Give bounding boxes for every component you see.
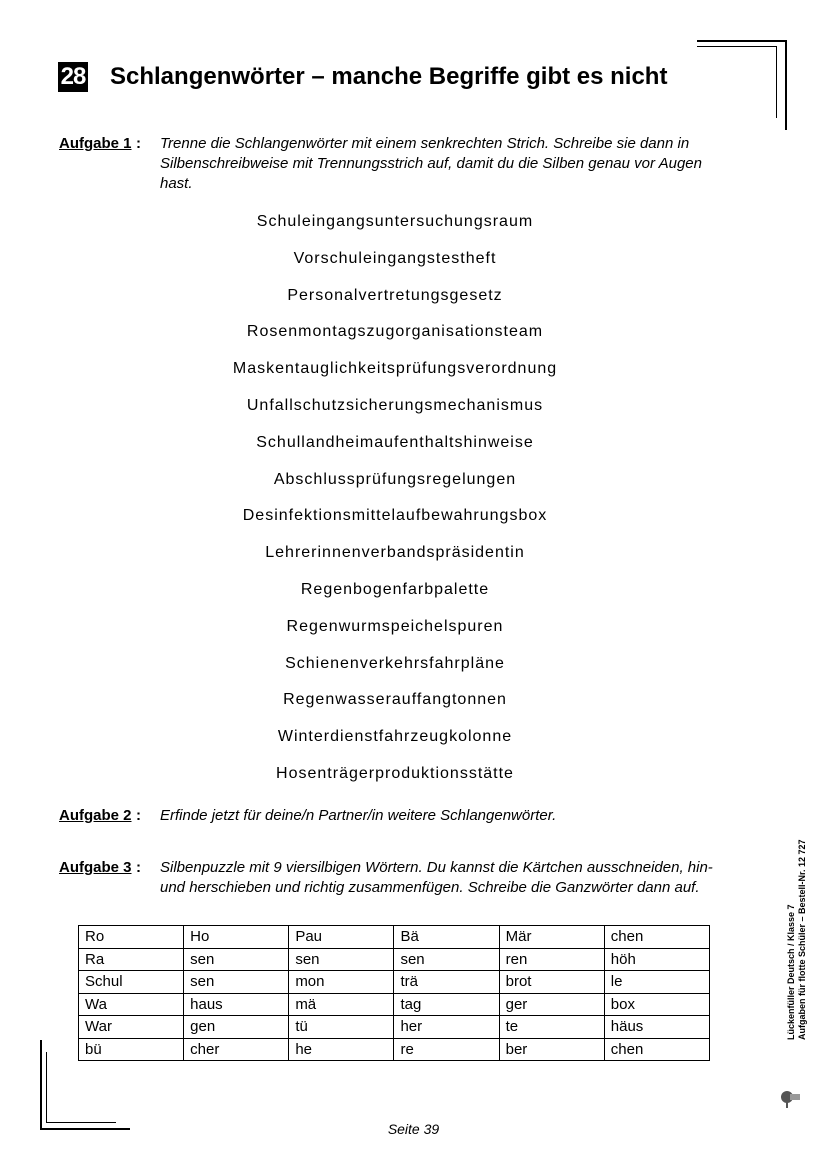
worksheet-number: 28 — [58, 62, 88, 92]
syllable-card: War — [79, 1016, 184, 1039]
syllable-card: sen — [184, 948, 289, 971]
table-row — [79, 1038, 710, 1061]
syllable-card: gen — [184, 1016, 289, 1039]
task-label: Aufgabe 3 — [59, 859, 132, 876]
snake-word: Hosenträgerproduktionsstätte — [276, 764, 514, 782]
snake-word: Personalvertretungsgesetz — [287, 286, 503, 304]
snake-word: Schullandheimaufenthaltshinweise — [256, 433, 534, 451]
snake-word: Abschlussprüfungsregelungen — [273, 470, 517, 488]
syllable-card: Pau — [289, 926, 394, 949]
task-text: Trenne die Schlangenwörter mit einem senkrechten Strich. Schreibe sie dann in Silbenschreibweise mit Trennungsstrich auf, damit du die Silben genau vor Augen hast. — [160, 135, 702, 192]
table-row — [79, 948, 710, 971]
table-row — [79, 993, 710, 1016]
syllable-card: te — [499, 1016, 604, 1039]
task-text: Silbenpuzzle mit 9 viersilbigen Wörtern. Du kannst die Kärtchen ausschneiden, hin- und herschieben und richtig zusammenfügen. Schreibe die Ganzwörter dann auf. — [160, 859, 713, 896]
syllable-card: Ra — [79, 948, 184, 971]
syllable-card: he — [289, 1038, 394, 1061]
table-row — [79, 971, 710, 994]
tree-logo-icon — [779, 1088, 801, 1110]
syllable-card: re — [394, 1038, 499, 1061]
snake-word: Vorschuleingangstestheft — [293, 249, 497, 267]
syllable-card: ber — [499, 1038, 604, 1061]
table-row — [79, 926, 710, 949]
task-colon: : — [136, 807, 141, 824]
syllable-card: Ho — [184, 926, 289, 949]
syllable-card: tü — [289, 1016, 394, 1039]
syllable-card: chen — [604, 926, 709, 949]
snake-word: Lehrerinnenverbandspräsidentin — [265, 544, 525, 562]
side-text-line: Lückenfüller Deutsch / Klasse 7 — [786, 904, 796, 1040]
snake-word: Maskentauglichkeitsprüfungsverordnung — [232, 360, 558, 378]
snake-word: Regenwurmspeichelspuren — [286, 617, 504, 635]
page-title: Schlangenwörter – manche Begriffe gibt es nicht — [110, 63, 668, 90]
syllable-puzzle-table — [78, 925, 710, 1061]
syllable-card: bü — [79, 1038, 184, 1061]
task-label: Aufgabe 2 — [59, 807, 132, 824]
task-text: Erfinde jetzt für deine/n Partner/in weitere Schlangenwörter. — [160, 807, 557, 824]
snake-word: Desinfektionsmittelaufbewahrungsbox — [242, 507, 548, 525]
page-number: Seite 39 — [387, 1121, 440, 1137]
publisher-side-text — [786, 839, 808, 1040]
snake-word: Schienenverkehrsfahrpläne — [285, 654, 505, 672]
task-colon: : — [136, 135, 141, 152]
syllable-card: Schul — [79, 971, 184, 994]
syllable-card: haus — [184, 993, 289, 1016]
task-colon: : — [136, 859, 141, 876]
side-text-line: Aufgaben für flotte Schüler – Bestell-Nr. 12 727 — [797, 839, 807, 1040]
table-row — [79, 1016, 710, 1039]
syllable-card: sen — [394, 948, 499, 971]
syllable-card: Mär — [499, 926, 604, 949]
snake-word: Unfallschutzsicherungsmechanismus — [246, 396, 544, 414]
syllable-card: häus — [604, 1016, 709, 1039]
snake-word: Regenwasserauffangtonnen — [283, 691, 507, 709]
syllable-card: her — [394, 1016, 499, 1039]
task-label: Aufgabe 1 — [59, 135, 132, 152]
syllable-card: trä — [394, 971, 499, 994]
syllable-card: Wa — [79, 993, 184, 1016]
syllable-card: sen — [184, 971, 289, 994]
syllable-card: brot — [499, 971, 604, 994]
snake-word: Schuleingangsuntersuchungsraum — [256, 213, 534, 230]
syllable-card: chen — [604, 1038, 709, 1061]
syllable-card: ren — [499, 948, 604, 971]
syllable-card: mon — [289, 971, 394, 994]
snake-word: Rosenmontagszugorganisationsteam — [246, 323, 544, 341]
syllable-card: ger — [499, 993, 604, 1016]
syllable-card: box — [604, 993, 709, 1016]
syllable-card: cher — [184, 1038, 289, 1061]
syllable-card: Ro — [79, 926, 184, 949]
snake-word: Regenbogenfarbpalette — [300, 580, 490, 598]
syllable-card: mä — [289, 993, 394, 1016]
syllable-card: sen — [289, 948, 394, 971]
snake-word: Winterdienstfahrzeugkolonne — [277, 728, 513, 746]
syllable-card: höh — [604, 948, 709, 971]
snake-word-list — [150, 208, 640, 797]
publisher-logo — [779, 1088, 801, 1115]
syllable-card: Bä — [394, 926, 499, 949]
syllable-card: tag — [394, 993, 499, 1016]
syllable-card: le — [604, 971, 709, 994]
